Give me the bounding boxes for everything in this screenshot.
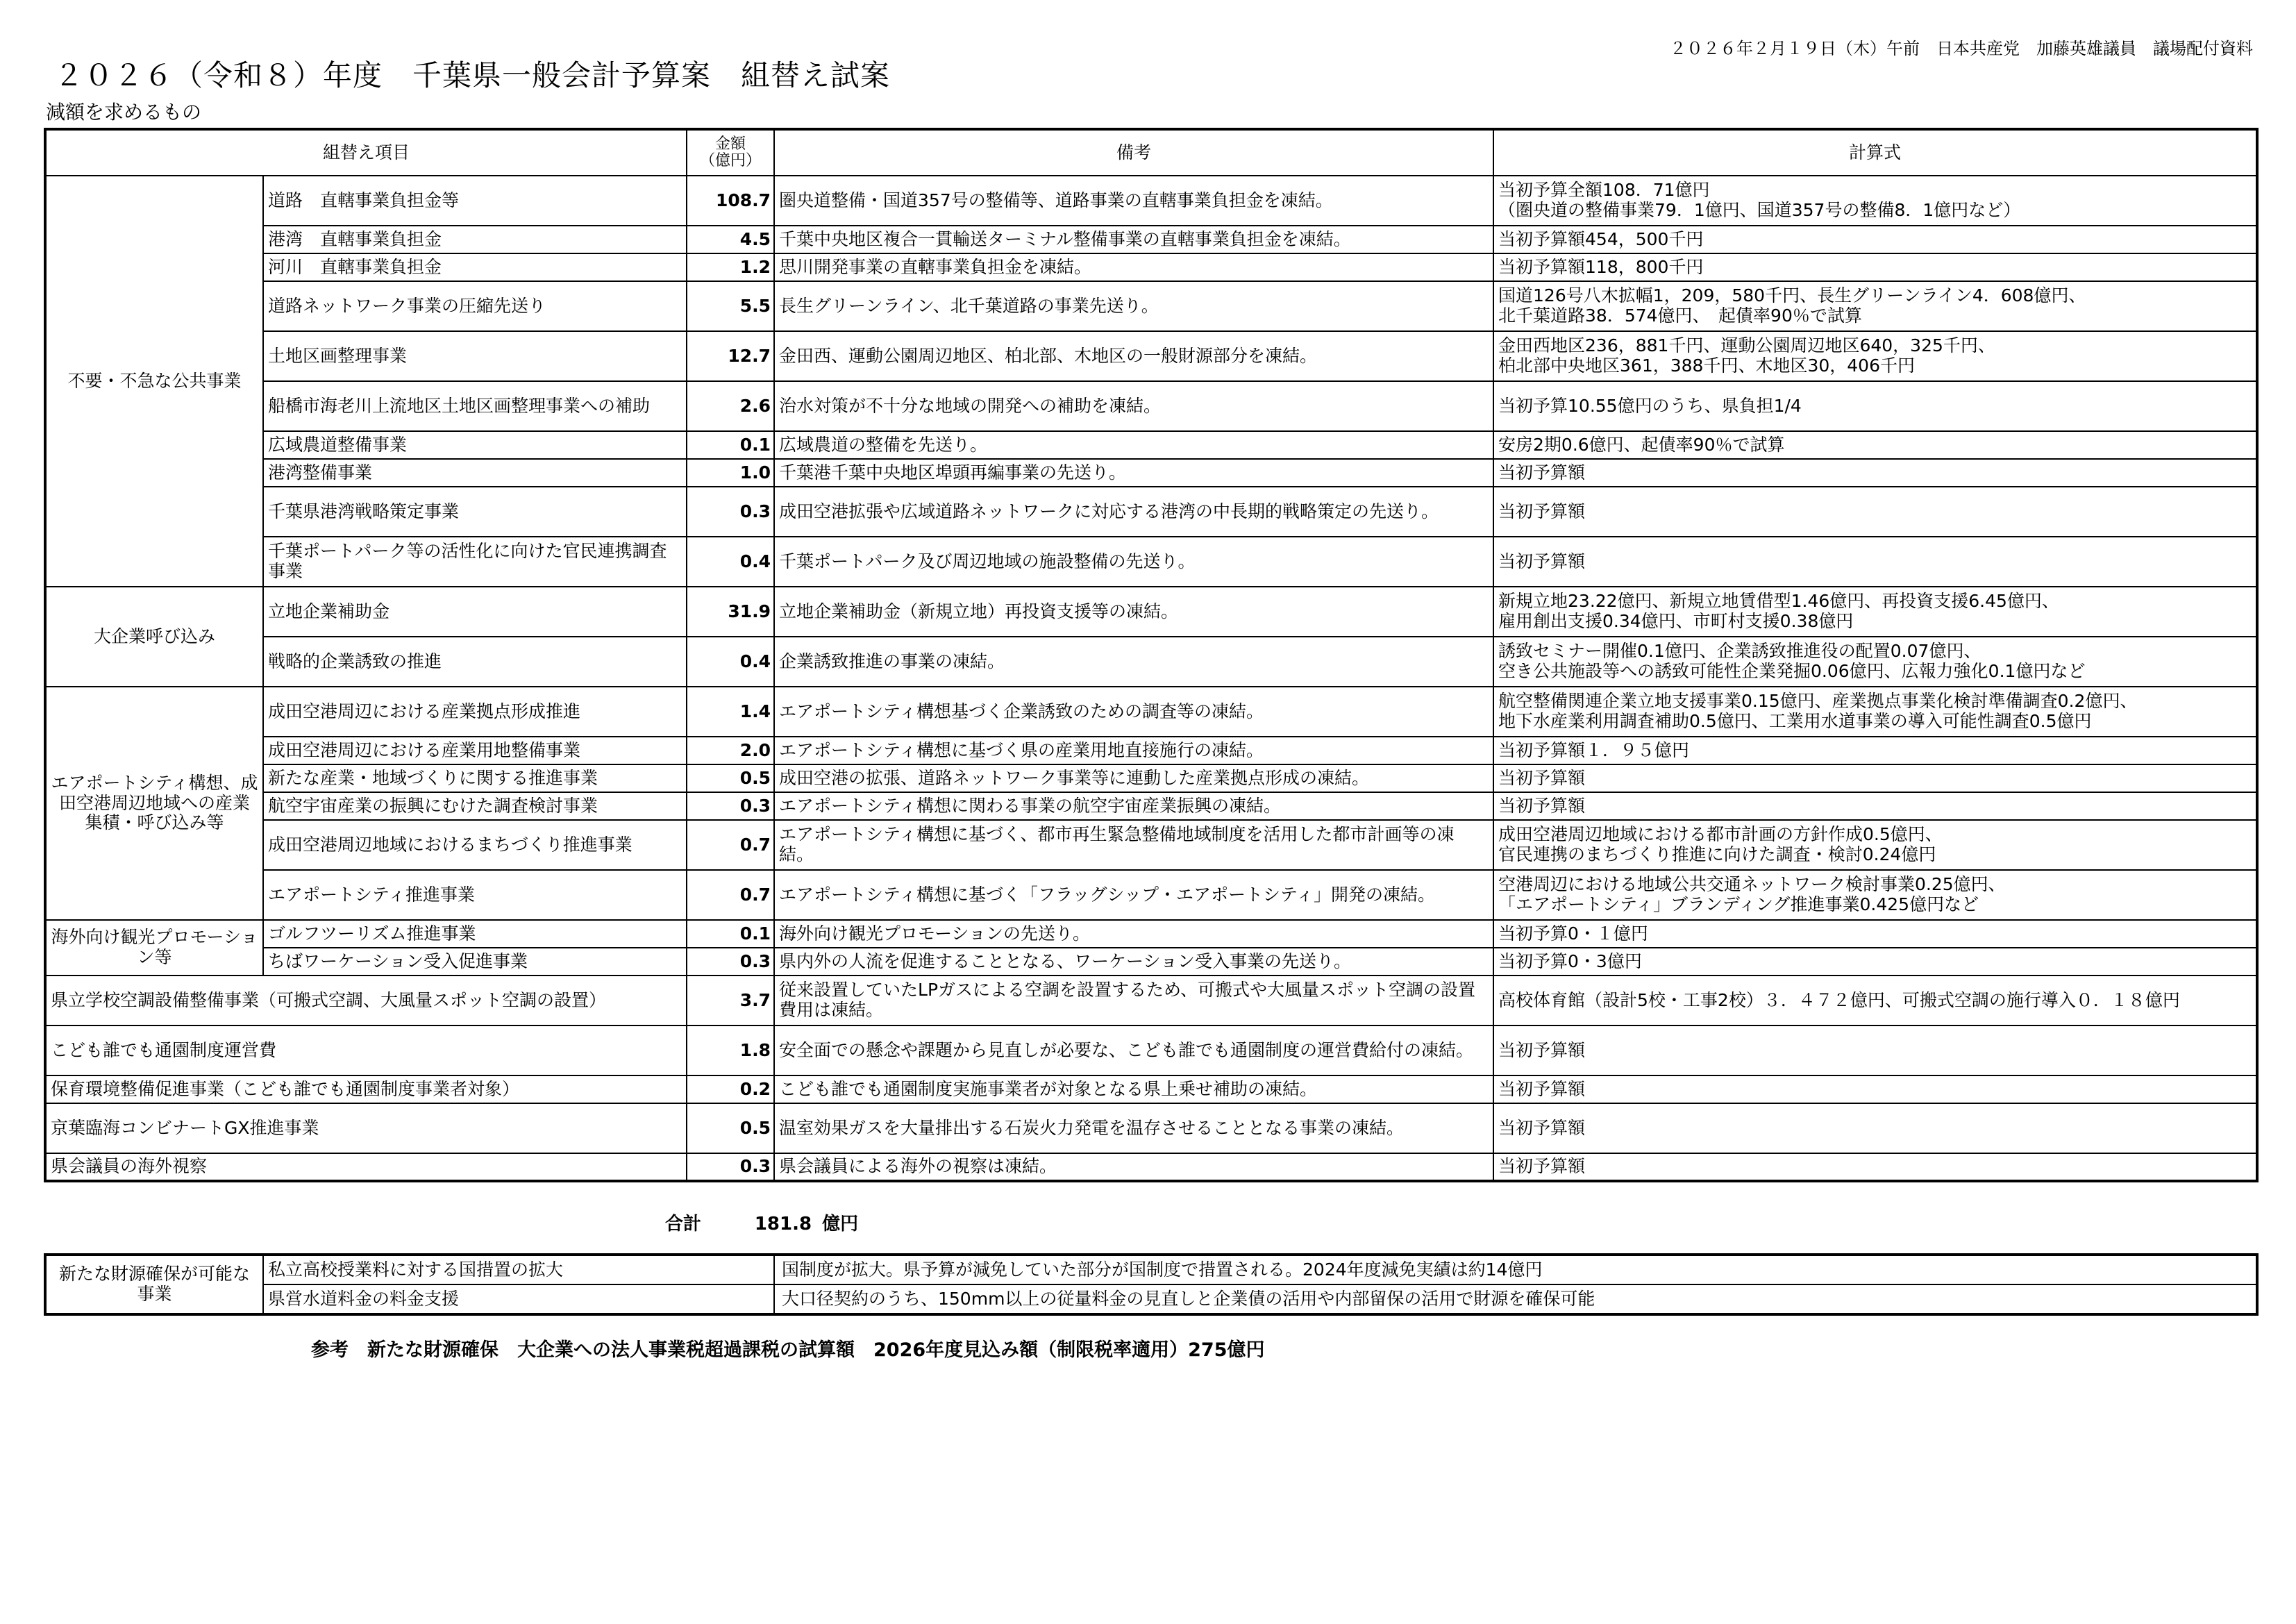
distribution-note: ２０２６年２月１９日（木）午前 日本共産党 加藤英雄議員 議場配付資料 — [1670, 39, 2253, 58]
category: 海外向け観光プロモーション等 — [45, 920, 263, 976]
note: エアポートシティ構想に関わる事業の航空宇宙産業振興の凍結。 — [774, 792, 1493, 820]
amount: 1.2 — [687, 253, 774, 281]
formula: 当初予算10.55億円のうち、県負担1/4 — [1493, 381, 2257, 431]
formula: 高校体育館（設計5校・工事2校）３．４７２億円、可搬式空調の施行導入０．１８億円 — [1493, 976, 2257, 1026]
item-name: 戦略的企業誘致の推進 — [263, 637, 687, 687]
formula: 空港周辺における地域公共交通ネットワーク検討事業0.25億円、 「エアポートシティ」ブランディング推進事業0.425億円など — [1493, 870, 2257, 920]
item-name: 土地区画整理事業 — [263, 331, 687, 381]
table-row — [45, 820, 2257, 870]
finance-item: 私立高校授業料に対する国措置の拡大 — [263, 1255, 774, 1284]
header-note: 備考 — [774, 129, 1493, 176]
formula: 誘致セミナー開催0.1億円、企業誘致推進役の配置0.07億円、 空き公共施設等への誘致可能性企業発掘0.06億円、広報力強化0.1億円など — [1493, 637, 2257, 687]
finance-category: 新たな財源確保が可能な事業 — [45, 1255, 263, 1314]
formula: 当初予算額118，800千円 — [1493, 253, 2257, 281]
table-row — [45, 764, 2257, 792]
note: 成田空港拡張や広域道路ネットワークに対応する港湾の中長期的戦略策定の先送り。 — [774, 487, 1493, 537]
note: 企業誘致推進の事業の凍結。 — [774, 637, 1493, 687]
note: 思川開発事業の直轄事業負担金を凍結。 — [774, 253, 1493, 281]
note: 県会議員による海外の視察は凍結。 — [774, 1153, 1493, 1181]
finance-note: 大口径契約のうち、150mm以上の従量料金の見直しと企業債の活用や内部留保の活用で財源を確保可能 — [774, 1284, 2257, 1314]
table-row — [45, 1153, 2257, 1181]
formula: 当初予算額 — [1493, 537, 2257, 587]
amount: 0.4 — [687, 537, 774, 587]
item-name: 県立学校空調設備整備事業（可搬式空調、大風量スポット空調の設置） — [45, 976, 687, 1026]
table-row — [45, 1075, 2257, 1103]
amount: 0.7 — [687, 870, 774, 920]
table-row — [45, 487, 2257, 537]
amount: 0.3 — [687, 1153, 774, 1181]
note: 千葉中央地区複合一貫輸送ターミナル整備事業の直轄事業負担金を凍結。 — [774, 226, 1493, 253]
formula: 当初予算額 — [1493, 487, 2257, 537]
item-name: こども誰でも通園制度運営費 — [45, 1026, 687, 1075]
item-name: 千葉県港湾戦略策定事業 — [263, 487, 687, 537]
amount: 0.5 — [687, 1103, 774, 1153]
category: エアポートシティ構想、成田空港周辺地域への産業集積・呼び込み等 — [45, 687, 263, 920]
item-name: エアポートシティ推進事業 — [263, 870, 687, 920]
total-unit: 億円 — [822, 1214, 859, 1234]
formula: 当初予算額454，500千円 — [1493, 226, 2257, 253]
table-header-row — [45, 129, 2257, 176]
formula: 当初予算全額108．71億円 （圏央道の整備事業79．1億円、国道357号の整備8．1億円など） — [1493, 176, 2257, 226]
amount: 1.0 — [687, 459, 774, 487]
amount: 2.6 — [687, 381, 774, 431]
new-revenue-table — [44, 1253, 2259, 1316]
table-row — [45, 587, 2257, 637]
reference-note: 参考 新たな財源確保 大企業への法人事業税超過課税の試算額 2026年度見込み額（制限税率適用）275億円 — [311, 1339, 1265, 1361]
finance-note: 国制度が拡大。県予算が減免していた部分が国制度で措置される。2024年度減免実績は約14億円 — [774, 1255, 2257, 1284]
table-row — [45, 792, 2257, 820]
formula: 当初予算額 — [1493, 1103, 2257, 1153]
note: 治水対策が不十分な地域の開発への補助を凍結。 — [774, 381, 1493, 431]
amount: 0.3 — [687, 487, 774, 537]
amount: 0.1 — [687, 920, 774, 948]
table-row — [45, 226, 2257, 253]
formula: 当初予算額１．９５億円 — [1493, 737, 2257, 764]
formula: 当初予算額 — [1493, 792, 2257, 820]
item-name: 成田空港周辺における産業用地整備事業 — [263, 737, 687, 764]
item-name: 道路 直轄事業負担金等 — [263, 176, 687, 226]
header-item: 組替え項目 — [45, 129, 687, 176]
item-name: 千葉ポートパーク等の活性化に向けた官民連携調査事業 — [263, 537, 687, 587]
amount: 2.0 — [687, 737, 774, 764]
item-name: 船橋市海老川上流地区土地区画整理事業への補助 — [263, 381, 687, 431]
amount: 1.4 — [687, 687, 774, 737]
item-name: 立地企業補助金 — [263, 587, 687, 637]
total-label: 合計 — [664, 1214, 701, 1234]
finance-item: 県営水道料金の料金支援 — [263, 1284, 774, 1314]
item-name: 県会議員の海外視察 — [45, 1153, 687, 1181]
item-name: ちばワーケーション受入促進事業 — [263, 948, 687, 976]
note: 県内外の人流を促進することとなる、ワーケーション受入事業の先送り。 — [774, 948, 1493, 976]
amount: 0.4 — [687, 637, 774, 687]
formula: 当初予算額 — [1493, 764, 2257, 792]
amount: 1.8 — [687, 1026, 774, 1075]
amount: 0.1 — [687, 431, 774, 459]
table-row — [45, 537, 2257, 587]
table-row — [45, 1255, 2257, 1284]
item-name: 成田空港周辺における産業拠点形成推進 — [263, 687, 687, 737]
item-name: 新たな産業・地域づくりに関する推進事業 — [263, 764, 687, 792]
note: エアポートシティ構想に基づく県の産業用地直接施行の凍結。 — [774, 737, 1493, 764]
note: 従来設置していたLPガスによる空調を設置するため、可搬式や大風量スポット空調の設置費用は凍結。 — [774, 976, 1493, 1026]
amount: 3.7 — [687, 976, 774, 1026]
section-subtitle: 減額を求めるもの — [46, 101, 202, 124]
formula: 航空整備関連企業立地支援事業0.15億円、産業拠点事業化検討準備調査0.2億円、 地下水産業利用調査補助0.5億円、工業用水道事業の導入可能性調査0.5億円 — [1493, 687, 2257, 737]
table-row — [45, 637, 2257, 687]
category: 大企業呼び込み — [45, 587, 263, 687]
amount: 12.7 — [687, 331, 774, 381]
table-row — [45, 431, 2257, 459]
table-row — [45, 381, 2257, 431]
table-row — [45, 176, 2257, 226]
item-name: 京葉臨海コンビナートGX推進事業 — [45, 1103, 687, 1153]
page-title: ２０２６（令和８）年度 千葉県一般会計予算案 組替え試案 — [54, 58, 891, 92]
table-row — [45, 870, 2257, 920]
formula: 金田西地区236，881千円、運動公園周辺地区640，325千円、 柏北部中央地区361，388千円、木地区30，406千円 — [1493, 331, 2257, 381]
formula: 当初予算額 — [1493, 459, 2257, 487]
formula: 成田空港周辺地域における都市計画の方針作成0.5億円、 官民連携のまちづくり推進に向けた調査・検討0.24億円 — [1493, 820, 2257, 870]
note: 長生グリーンライン、北千葉道路の事業先送り。 — [774, 281, 1493, 331]
table-row — [45, 920, 2257, 948]
header-formula: 計算式 — [1493, 129, 2257, 176]
note: 広域農道の整備を先送り。 — [774, 431, 1493, 459]
amount: 0.3 — [687, 792, 774, 820]
table-row — [45, 687, 2257, 737]
amount: 5.5 — [687, 281, 774, 331]
amount: 31.9 — [687, 587, 774, 637]
header-amount-text: 金額 （億円） — [700, 135, 762, 169]
amount: 108.7 — [687, 176, 774, 226]
amount: 0.5 — [687, 764, 774, 792]
table-row — [45, 1284, 2257, 1314]
note: 安全面での懸念や課題から見直しが必要な、こども誰でも通園制度の運営費給付の凍結。 — [774, 1026, 1493, 1075]
note: 千葉ポートパーク及び周辺地域の施設整備の先送り。 — [774, 537, 1493, 587]
table-row — [45, 948, 2257, 976]
table-row — [45, 976, 2257, 1026]
amount: 4.5 — [687, 226, 774, 253]
header-amount — [687, 129, 774, 176]
formula: 当初予算額 — [1493, 1075, 2257, 1103]
note: 温室効果ガスを大量排出する石炭火力発電を温存させることとなる事業の凍結。 — [774, 1103, 1493, 1153]
note: エアポートシティ構想に基づく「フラッグシップ・エアポートシティ」開発の凍結。 — [774, 870, 1493, 920]
total-row — [625, 1209, 858, 1235]
table-row — [45, 331, 2257, 381]
formula: 当初予算額 — [1493, 1153, 2257, 1181]
note: 海外向け観光プロモーションの先送り。 — [774, 920, 1493, 948]
note: 金田西、運動公園周辺地区、柏北部、木地区の一般財源部分を凍結。 — [774, 331, 1493, 381]
item-name: 航空宇宙産業の振興にむけた調査検討事業 — [263, 792, 687, 820]
note: エアポートシティ構想に基づく、都市再生緊急整備地域制度を活用した都市計画等の凍結。 — [774, 820, 1493, 870]
amount: 0.3 — [687, 948, 774, 976]
table-row — [45, 459, 2257, 487]
table-row — [45, 281, 2257, 331]
formula: 当初予算0・１億円 — [1493, 920, 2257, 948]
formula: 当初予算額 — [1493, 1026, 2257, 1075]
amount: 0.2 — [687, 1075, 774, 1103]
note: エアポートシティ構想基づく企業誘致のための調査等の凍結。 — [774, 687, 1493, 737]
note: 立地企業補助金（新規立地）再投資支援等の凍結。 — [774, 587, 1493, 637]
item-name: 河川 直轄事業負担金 — [263, 253, 687, 281]
amount: 0.7 — [687, 820, 774, 870]
item-name: 港湾 直轄事業負担金 — [263, 226, 687, 253]
total-value: 181.8 — [754, 1214, 812, 1234]
item-name: ゴルフツーリズム推進事業 — [263, 920, 687, 948]
item-name: 港湾整備事業 — [263, 459, 687, 487]
formula: 国道126号八木拡幅1，209，580千円、長生グリーンライン4．608億円、 北千葉道路38．574億円、 起債率90％で試算 — [1493, 281, 2257, 331]
note: 千葉港千葉中央地区埠頭再編事業の先送り。 — [774, 459, 1493, 487]
table-row — [45, 253, 2257, 281]
item-name: 成田空港周辺地域におけるまちづくり推進事業 — [263, 820, 687, 870]
formula: 安房2期0.6億円、起債率90％で試算 — [1493, 431, 2257, 459]
table-row — [45, 1026, 2257, 1075]
item-name: 保育環境整備促進事業（こども誰でも通園制度事業者対象） — [45, 1075, 687, 1103]
note: 圏央道整備・国道357号の整備等、道路事業の直轄事業負担金を凍結。 — [774, 176, 1493, 226]
formula: 新規立地23.22億円、新規立地賃借型1.46億円、再投資支援6.45億円、 雇用創出支援0.34億円、市町村支援0.38億円 — [1493, 587, 2257, 637]
category: 不要・不急な公共事業 — [45, 176, 263, 587]
item-name: 道路ネットワーク事業の圧縮先送り — [263, 281, 687, 331]
table-row — [45, 737, 2257, 764]
note: こども誰でも通園制度実施事業者が対象となる県上乗せ補助の凍結。 — [774, 1075, 1493, 1103]
table-row — [45, 1103, 2257, 1153]
item-name: 広域農道整備事業 — [263, 431, 687, 459]
note: 成田空港の拡張、道路ネットワーク事業等に連動した産業拠点形成の凍結。 — [774, 764, 1493, 792]
reduction-table — [44, 128, 2259, 1182]
formula: 当初予算0・3億円 — [1493, 948, 2257, 976]
